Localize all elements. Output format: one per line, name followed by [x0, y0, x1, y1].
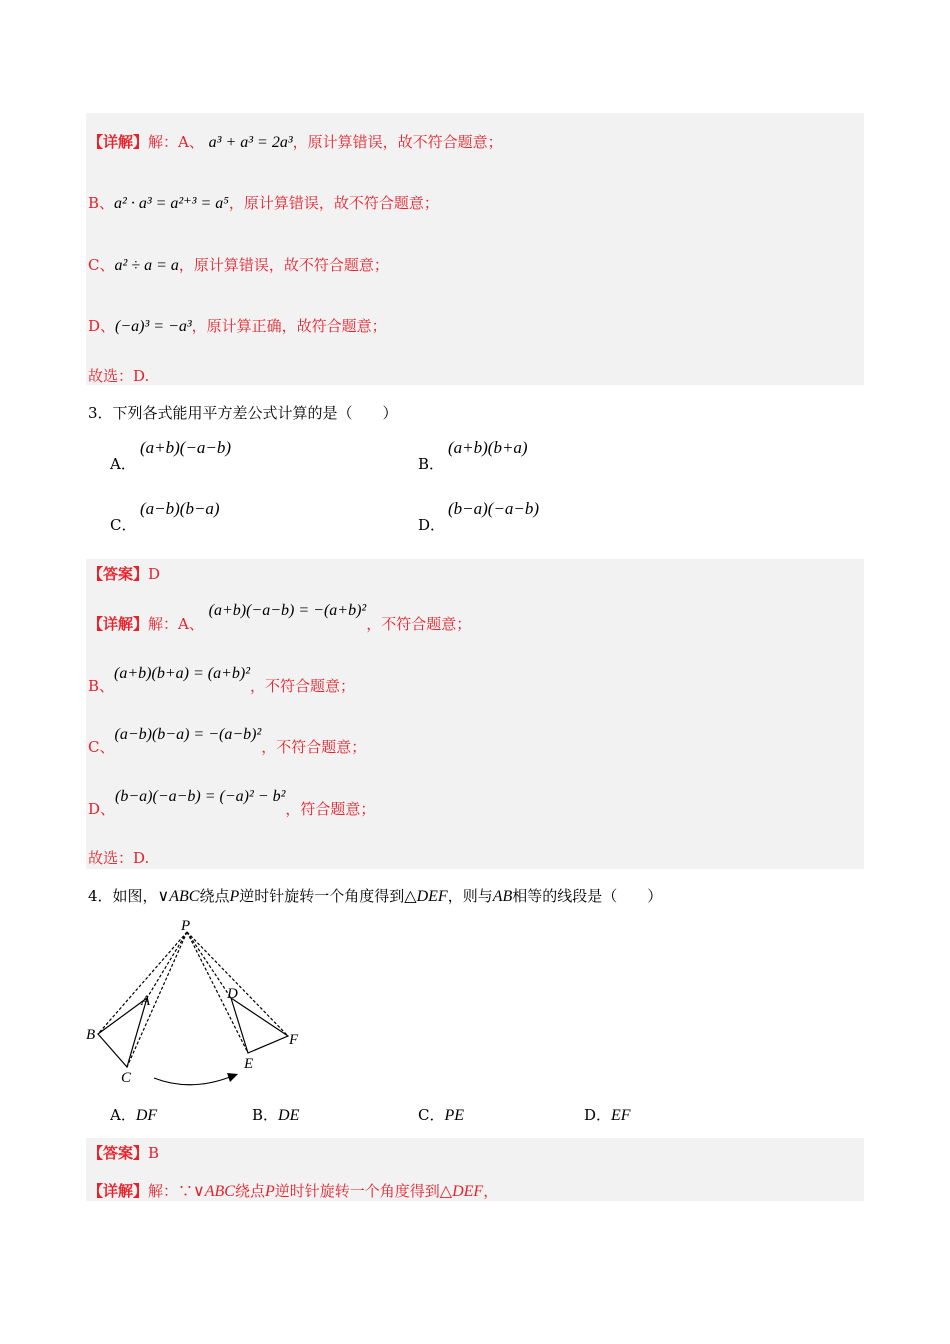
answer-value: B: [148, 1144, 160, 1162]
option-a-label: A．: [110, 455, 136, 473]
point-p: P: [264, 1183, 275, 1200]
detail-line-a: [88, 132, 503, 153]
verdict-text: ，原计算正确，故符合题意；: [191, 317, 387, 335]
option-prefix: B、: [88, 194, 115, 212]
verdict-text: ，符合题意；: [285, 800, 376, 818]
stem-text: 绕点: [199, 887, 230, 905]
rotation-arrow: [154, 1077, 230, 1085]
option-b: [252, 1105, 299, 1126]
solve-label: 解：: [148, 133, 179, 151]
stem-text: ，则与: [447, 887, 493, 905]
dashed-pd: [187, 932, 231, 998]
math-expression: a³ + a³ = 2a³: [208, 134, 293, 151]
triangle-abc: ∨ABC: [193, 1183, 235, 1200]
verdict-text: ，不符合题意；: [366, 615, 472, 633]
detail-text: ，: [483, 1182, 499, 1200]
answer-tag: 【答案】: [88, 565, 149, 583]
detail-line-d: [88, 788, 376, 820]
option-math: PE: [444, 1107, 465, 1124]
option-b-math: (a+b)(b+a): [448, 438, 528, 457]
detail-line-b: [88, 665, 355, 697]
math-expression: (a+b)(b+a) = (a+b)²: [114, 665, 250, 682]
dashed-pb: [98, 932, 187, 1034]
triangle-def: △DEF: [404, 888, 448, 905]
solve-label: 解：∵: [148, 1182, 194, 1200]
conclusion: 故选：D.: [88, 367, 150, 385]
conclusion: 故选：D.: [88, 849, 150, 867]
math-expression: a² ÷ a = a: [114, 257, 179, 274]
label-f: F: [289, 1032, 299, 1048]
option-label: C．: [418, 1106, 445, 1124]
math-expression: a² · a³ = a²⁺³ = a⁵: [114, 195, 229, 212]
solution-box-q3: [86, 559, 864, 869]
option-c-math: (a−b)(b−a): [140, 499, 220, 518]
dashed-pc: [127, 932, 187, 1067]
math-expression: (−a)³ = −a³: [115, 318, 192, 335]
detail-text: 绕点: [234, 1182, 265, 1200]
triangle-def: △DEF: [439, 1183, 484, 1200]
question-number: 4．如图，: [88, 887, 158, 905]
option-b-label: B．: [418, 455, 445, 473]
option-prefix: A、: [178, 133, 204, 151]
detail-tag: 【详解】: [88, 1182, 149, 1200]
option-math: DE: [278, 1107, 300, 1124]
detail-line: [88, 1181, 498, 1202]
option-d: [584, 1105, 631, 1126]
option-prefix: B、: [88, 677, 115, 695]
math-expression: (a−b)(b−a) = −(a−b)²: [114, 726, 262, 743]
point-p: P: [229, 888, 240, 905]
option-a: [110, 1105, 157, 1126]
answer-line: [88, 564, 160, 584]
math-expression: (b−a)(−a−b) = (−a)² − b²: [115, 788, 286, 805]
option-label: B．: [252, 1106, 279, 1124]
answer-line: [88, 1143, 159, 1163]
option-math: EF: [611, 1107, 631, 1124]
triangle-def-shape: [231, 998, 288, 1053]
option-label: D．: [584, 1106, 612, 1124]
arrow-head-icon: [227, 1073, 238, 1082]
label-e: E: [244, 1056, 254, 1072]
triangle-abc-shape: [98, 998, 147, 1067]
label-b: B: [86, 1027, 96, 1043]
option-prefix: C、: [88, 738, 115, 756]
option-c-label: C．: [110, 516, 137, 534]
segment-ab: AB: [492, 888, 513, 905]
option-math: DF: [135, 1107, 158, 1124]
triangle-abc: ∨ABC: [157, 888, 200, 905]
verdict-text: ，不符合题意；: [249, 677, 355, 695]
rotation-figure: [80, 912, 320, 1092]
stem-text: 相等的线段是（ ）: [512, 887, 663, 905]
detail-line-a: [88, 602, 472, 635]
question-4-stem: [88, 886, 662, 907]
label-c: C: [121, 1070, 132, 1086]
detail-line-d: [88, 316, 387, 337]
question-3-stem: 3．下列各式能用平方差公式计算的是（ ）: [88, 404, 398, 422]
detail-line-c: [88, 726, 367, 758]
option-prefix: D、: [88, 800, 116, 818]
detail-line-b: [88, 193, 439, 214]
option-label: A．: [110, 1106, 136, 1124]
math-expression: (a+b)(−a−b) = −(a+b)²: [208, 602, 367, 619]
solve-label: 解：A、: [148, 615, 204, 633]
label-p: P: [181, 918, 191, 934]
option-prefix: C、: [88, 256, 115, 274]
dashed-pe: [187, 932, 248, 1053]
label-d: D: [227, 986, 238, 1002]
option-d-math: (b−a)(−a−b): [448, 499, 540, 518]
dashed-pa: [147, 932, 187, 998]
detail-tag: 【详解】: [88, 615, 149, 633]
solution-box-q2: [86, 113, 864, 385]
verdict-text: ，原计算错误，故不符合题意；: [292, 133, 503, 151]
detail-line-c: [88, 255, 389, 276]
answer-tag: 【答案】: [88, 1144, 149, 1162]
option-c: [418, 1105, 464, 1126]
stem-text: 逆时针旋转一个角度得到: [239, 887, 405, 905]
detail-text: 逆时针旋转一个角度得到: [274, 1182, 440, 1200]
answer-value: D: [148, 565, 161, 583]
verdict-text: ，原计算错误，故不符合题意；: [228, 194, 439, 212]
label-a: A: [141, 993, 151, 1009]
option-d-label: D．: [418, 516, 446, 534]
verdict-text: ，不符合题意；: [261, 738, 367, 756]
option-a-math: (a+b)(−a−b): [140, 438, 232, 457]
detail-tag: 【详解】: [88, 133, 149, 151]
verdict-text: ，原计算错误，故不符合题意；: [178, 256, 389, 274]
option-prefix: D、: [88, 317, 116, 335]
